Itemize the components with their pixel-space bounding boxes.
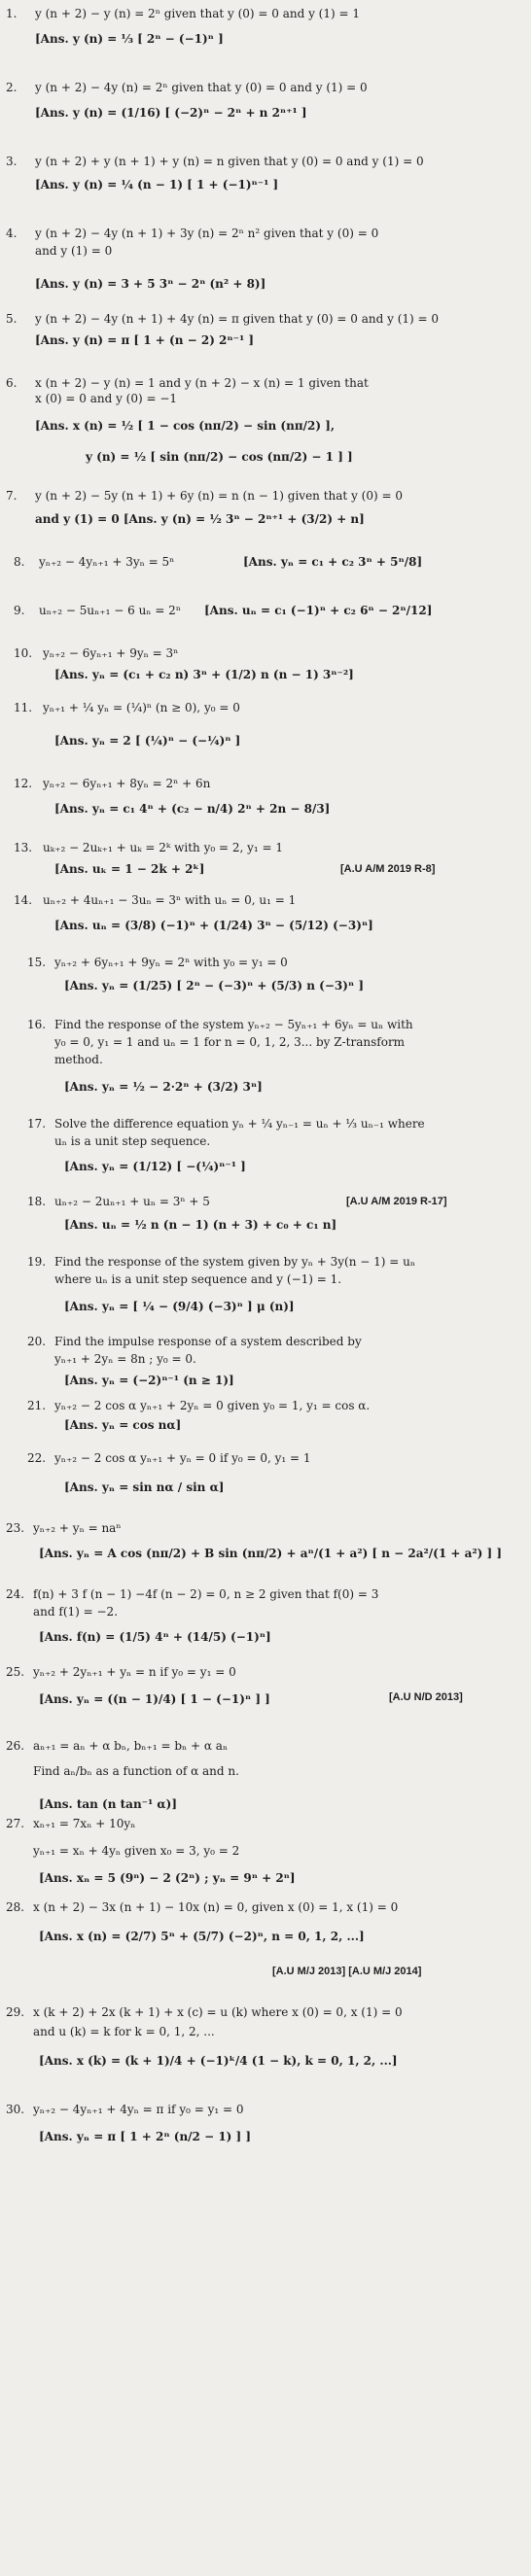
- problem-number: 18.: [27, 1195, 47, 1208]
- problem-statement: Solve the difference equation yₙ + ¼ yₙ₋₁ = uₙ + ⅓ uₙ₋₁ where: [54, 1117, 425, 1131]
- exam-reference: [A.U A/M 2019 R-8]: [340, 863, 436, 875]
- problem-number: 13.: [14, 841, 33, 854]
- problem-statement: y (n + 2) − 4y (n + 1) + 4y (n) = π given that y (0) = 0 and y (1) = 0: [35, 312, 440, 326]
- answer: [Ans. yₙ = (c₁ + c₂ n) 3ⁿ + (1/2) n (n − 1) 3ⁿ⁻²]: [54, 668, 354, 681]
- answer: [Ans. yₙ = ((n − 1)/4) [ 1 − (−1)ⁿ ] ]: [39, 1692, 270, 1706]
- problem-number: 25.: [6, 1665, 25, 1679]
- exam-reference: [A.U A/M 2019 R-17]: [346, 1196, 447, 1207]
- problem-number: 26.: [6, 1739, 25, 1753]
- answer: [Ans. y (n) = ¼ (n − 1) [ 1 + (−1)ⁿ⁻¹ ]: [35, 178, 279, 191]
- problem-number: 28.: [6, 1900, 25, 1914]
- answer: [Ans. yₙ = c₁ + c₂ 3ⁿ + 5ⁿ/8]: [243, 555, 423, 569]
- problem-number: 15.: [27, 956, 47, 969]
- problem-statement-cont: yₙ₊₁ = xₙ + 4yₙ given x₀ = 3, y₀ = 2: [33, 1844, 240, 1858]
- answer: [Ans. yₙ = sin nα / sin α]: [64, 1480, 225, 1494]
- problem-number: 19.: [27, 1255, 47, 1269]
- problem-statement: x (k + 2) + 2x (k + 1) + x (c) = u (k) where x (0) = 0, x (1) = 0: [33, 2005, 403, 2019]
- problem-statement: yₙ₊₂ − 6yₙ₊₁ + 9yₙ = 3ⁿ: [43, 646, 179, 660]
- problem-number: 11.: [14, 701, 33, 714]
- answer: [Ans. uₙ = c₁ (−1)ⁿ + c₂ 6ⁿ − 2ⁿ/12]: [204, 604, 433, 617]
- problem-statement: Find the impulse response of a system described by: [54, 1335, 362, 1348]
- answer: [Ans. f(n) = (1/5) 4ⁿ + (14/5) (−1)ⁿ]: [39, 1630, 271, 1644]
- answer: [Ans. x (k) = (k + 1)/4 + (−1)ᵏ/4 (1 − k), k = 0, 1, 2, ...]: [39, 2054, 398, 2068]
- problem-statement: f(n) + 3 f (n − 1) −4f (n − 2) = 0, n ≥ 2 given that f(0) = 3: [33, 1587, 379, 1601]
- exam-reference: [A.U N/D 2013]: [389, 1691, 463, 1703]
- answer: [Ans. yₙ = ½ − 2·2ⁿ + (3/2) 3ⁿ]: [64, 1080, 263, 1094]
- problem-number: 12.: [14, 777, 33, 790]
- problem-number: 3.: [6, 155, 18, 168]
- problem-number: 24.: [6, 1587, 25, 1601]
- problem-statement-cont: y₀ = 0, y₁ = 1 and uₙ = 1 for n = 0, 1, 2, 3... by Z-transform: [54, 1035, 406, 1049]
- answer: [Ans. y (n) = π [ 1 + (n − 2) 2ⁿ⁻¹ ]: [35, 333, 255, 347]
- problem-statement: uₖ₊₂ − 2uₖ₊₁ + uₖ = 2ᵏ with y₀ = 2, y₁ = 1: [43, 841, 284, 854]
- problem-statement-cont: method.: [54, 1053, 103, 1066]
- problem-statement-cont: where uₙ is a unit step sequence and y (−1) = 1.: [54, 1272, 342, 1286]
- answer: [Ans. x (n) = (2/7) 5ⁿ + (5/7) (−2)ⁿ, n = 0, 1, 2, ...]: [39, 1930, 365, 1943]
- problem-number: 16.: [27, 1018, 47, 1031]
- problem-statement: uₙ₊₂ − 2uₙ₊₁ + uₙ = 3ⁿ + 5: [54, 1195, 210, 1208]
- answer: [Ans. yₙ = (−2)ⁿ⁻¹ (n ≥ 1)]: [64, 1374, 234, 1387]
- problem-number: 23.: [6, 1521, 25, 1535]
- problem-statement: yₙ₊₂ − 2 cos α yₙ₊₁ + yₙ = 0 if y₀ = 0, y₁ = 1: [54, 1451, 311, 1465]
- problem-number: 6.: [6, 376, 18, 390]
- answer-cont: y (n) = ½ [ sin (nπ/2) − cos (nπ/2) − 1 ] ]: [86, 450, 353, 464]
- problem-number: 29.: [6, 2005, 25, 2019]
- answer: and y (1) = 0 [Ans. y (n) = ½ 3ⁿ − 2ⁿ⁺¹ + (3/2) + n]: [35, 512, 365, 526]
- problem-statement: yₙ₊₂ − 6yₙ₊₁ + 8yₙ = 2ⁿ + 6n: [43, 777, 211, 790]
- problem-statement: yₙ₊₂ + 6yₙ₊₁ + 9yₙ = 2ⁿ with y₀ = y₁ = 0: [54, 956, 288, 969]
- problem-statement-cont: yₙ₊₁ + 2yₙ = 8n ; y₀ = 0.: [54, 1352, 196, 1366]
- problem-statement-cont: and u (k) = k for k = 0, 1, 2, ...: [33, 2025, 215, 2038]
- problem-statement-cont: and f(1) = −2.: [33, 1605, 119, 1619]
- problem-number: 27.: [6, 1817, 25, 1830]
- answer: [Ans. x (n) = ½ [ 1 − cos (nπ/2) − sin (nπ/2) ],: [35, 419, 336, 433]
- problem-statement: y (n + 2) − y (n) = 2ⁿ given that y (0) = 0 and y (1) = 1: [35, 7, 360, 20]
- problem-number: 10.: [14, 646, 33, 660]
- answer: [Ans. yₙ = A cos (nπ/2) + B sin (nπ/2) + aⁿ/(1 + a²) [ n − 2a²/(1 + a²) ] ]: [39, 1547, 503, 1560]
- problem-number: 5.: [6, 312, 18, 326]
- problem-statement: yₙ₊₂ + 2yₙ₊₁ + yₙ = n if y₀ = y₁ = 0: [33, 1665, 236, 1679]
- answer: [Ans. y (n) = (1/16) [ (−2)ⁿ − 2ⁿ + n 2ⁿ⁺¹ ]: [35, 106, 307, 120]
- answer: [Ans. uₖ = 1 − 2k + 2ᵏ]: [54, 862, 205, 876]
- problem-number: 2.: [6, 81, 18, 94]
- problem-statement-cont: and y (1) = 0: [35, 244, 113, 258]
- problem-statement: aₙ₊₁ = aₙ + α bₙ, bₙ₊₁ = bₙ + α aₙ: [33, 1739, 229, 1753]
- answer: [Ans. y (n) = ⅓ [ 2ⁿ − (−1)ⁿ ]: [35, 32, 224, 46]
- problem-number: 14.: [14, 893, 33, 907]
- problem-statement: y (n + 2) + y (n + 1) + y (n) = n given that y (0) = 0 and y (1) = 0: [35, 155, 424, 168]
- answer: [Ans. uₙ = ½ n (n − 1) (n + 3) + c₀ + c₁ n]: [64, 1218, 337, 1232]
- answer: [Ans. tan (n tan⁻¹ α)]: [39, 1797, 178, 1811]
- problem-number: 17.: [27, 1117, 47, 1131]
- answer: [Ans. yₙ = [ ¼ − (9/4) (−3)ⁿ ] μ (n)]: [64, 1300, 295, 1313]
- answer: [Ans. xₙ = 5 (9ⁿ) − 2 (2ⁿ) ; yₙ = 9ⁿ + 2ⁿ]: [39, 1871, 296, 1885]
- problem-number: 9.: [14, 604, 25, 617]
- problem-number: 4.: [6, 226, 18, 240]
- problem-statement: x (n + 2) − 3x (n + 1) − 10x (n) = 0, given x (0) = 1, x (1) = 0: [33, 1900, 399, 1914]
- problem-statement: yₙ₊₂ − 4yₙ₊₁ + 4yₙ = π if y₀ = y₁ = 0: [33, 2103, 244, 2116]
- problem-number: 30.: [6, 2103, 25, 2116]
- problem-number: 22.: [27, 1451, 47, 1465]
- problem-statement: y (n + 2) − 5y (n + 1) + 6y (n) = n (n − 1) given that y (0) = 0: [35, 489, 403, 503]
- problem-statement: uₙ₊₂ − 5uₙ₊₁ − 6 uₙ = 2ⁿ: [39, 604, 182, 617]
- problem-statement: Find the response of the system yₙ₊₂ − 5yₙ₊₁ + 6yₙ = uₙ with: [54, 1018, 413, 1031]
- problem-statement: uₙ₊₂ + 4uₙ₊₁ − 3uₙ = 3ⁿ with uₙ = 0, u₁ = 1: [43, 893, 297, 907]
- problem-statement: xₙ₊₁ = 7xₙ + 10yₙ: [33, 1817, 136, 1830]
- problem-statement: y (n + 2) − 4y (n) = 2ⁿ given that y (0) = 0 and y (1) = 0: [35, 81, 368, 94]
- problem-statement-cont: uₙ is a unit step sequence.: [54, 1134, 211, 1148]
- answer: [Ans. yₙ = (1/12) [ −(¼)ⁿ⁻¹ ]: [64, 1160, 246, 1173]
- answer: [Ans. yₙ = π [ 1 + 2ⁿ (n/2 − 1) ] ]: [39, 2130, 252, 2143]
- answer: [Ans. uₙ = (3/8) (−1)ⁿ + (1/24) 3ⁿ − (5/12) (−3)ⁿ]: [54, 919, 373, 932]
- problem-statement: y (n + 2) − 4y (n + 1) + 3y (n) = 2ⁿ n² given that y (0) = 0: [35, 226, 379, 240]
- problem-statement-cont: Find aₙ/bₙ as a function of α and n.: [33, 1764, 239, 1778]
- problem-statement: Find the response of the system given by yₙ + 3y(n − 1) = uₙ: [54, 1255, 416, 1269]
- problem-statement: yₙ₊₂ + yₙ = naⁿ: [33, 1521, 122, 1535]
- problem-statement: yₙ₊₂ − 4yₙ₊₁ + 3yₙ = 5ⁿ: [39, 555, 175, 569]
- problem-number: 21.: [27, 1399, 47, 1412]
- problem-number: 20.: [27, 1335, 47, 1348]
- problem-statement: x (n + 2) − y (n) = 1 and y (n + 2) − x (n) = 1 given that: [35, 376, 369, 390]
- answer: [Ans. yₙ = 2 [ (¼)ⁿ − (−¼)ⁿ ]: [54, 734, 241, 748]
- problem-number: 8.: [14, 555, 25, 569]
- problem-statement: yₙ₊₁ + ¼ yₙ = (¼)ⁿ (n ≥ 0), y₀ = 0: [43, 701, 240, 714]
- answer: [Ans. y (n) = 3 + 5 3ⁿ − 2ⁿ (n² + 8)]: [35, 277, 266, 291]
- answer: [Ans. yₙ = c₁ 4ⁿ + (c₂ − n/4) 2ⁿ + 2n − 8/3]: [54, 802, 331, 816]
- answer: [Ans. yₙ = (1/25) [ 2ⁿ − (−3)ⁿ + (5/3) n (−3)ⁿ ]: [64, 979, 365, 992]
- problem-number: 1.: [6, 7, 18, 20]
- exam-reference: [A.U M/J 2013] [A.U M/J 2014]: [272, 1966, 422, 1977]
- problem-number: 7.: [6, 489, 18, 503]
- problem-statement: yₙ₊₂ − 2 cos α yₙ₊₁ + 2yₙ = 0 given y₀ = 1, y₁ = cos α.: [54, 1399, 371, 1412]
- problem-statement-cont: x (0) = 0 and y (0) = −1: [35, 392, 178, 405]
- answer: [Ans. yₙ = cos nα]: [64, 1418, 182, 1432]
